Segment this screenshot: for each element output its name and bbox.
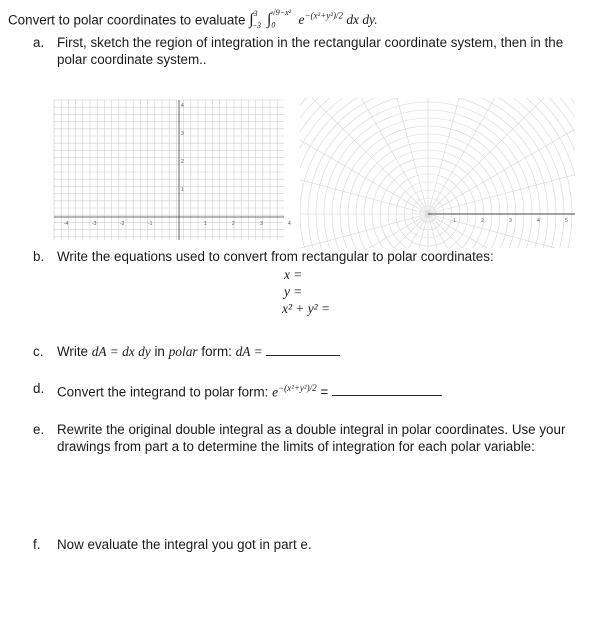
rectangular-grid — [54, 100, 291, 240]
rect-x-tick-label: -1 — [148, 221, 153, 227]
polar-r-tick-label: 1 — [453, 218, 456, 224]
equation-x: x = — [284, 267, 303, 282]
part-b-text: Write the equations used to convert from rectangular to polar coordinates: — [57, 249, 494, 264]
part-c-in: in — [150, 344, 169, 359]
part-c-label: c. — [33, 344, 44, 359]
part-a-label: a. — [33, 35, 45, 50]
equation-y: y = — [284, 284, 303, 299]
rect-x-tick-label: 4 — [288, 221, 291, 227]
polar-ray — [318, 214, 428, 405]
polar-ray — [428, 104, 600, 214]
polar-ray — [428, 58, 584, 214]
rect-x-tick-label: -3 — [92, 221, 97, 227]
answer-blank-c[interactable] — [266, 343, 340, 356]
part-b-label: b. — [33, 249, 45, 264]
rect-x-tick-label: 2 — [232, 221, 235, 227]
polar-ray — [428, 214, 600, 324]
integrand-exponent: −(x²+y²)/2 — [304, 11, 343, 21]
part-c-form: form: — [197, 344, 236, 359]
inner-lower-limit: 0 — [271, 21, 276, 31]
part-e-text: Rewrite the original double integral as a double integral in polar coordinates. Use your drawings from part a to determine the limits of integration for each polar variable: — [57, 422, 566, 454]
part-c-dxdy: dx dy — [122, 344, 151, 359]
part-d-text — [57, 380, 442, 400]
rect-x-tick-label: 3 — [260, 221, 263, 227]
polar-ray — [428, 214, 584, 370]
part-d-e: e — [272, 384, 279, 400]
integrand-base: e — [298, 12, 305, 28]
part-d-label: d. — [33, 381, 45, 396]
part-d-prompt: Convert the integrand to polar form: — [57, 384, 273, 400]
part-c-dA2: dA — [235, 344, 251, 359]
polar-ray — [428, 157, 600, 214]
outer-upper-limit: 3 — [253, 9, 258, 18]
polar-r-tick-label: 3 — [509, 218, 512, 224]
part-a-text: First, sketch the region of integration in the rectangular coordinate system, then in the polar coordinate system.. — [57, 35, 564, 67]
polar-ray — [428, 214, 538, 405]
part-c-prefix: Write — [57, 344, 92, 359]
equation-x2y2: x² + y² = — [282, 301, 331, 316]
rect-grid-lines — [54, 100, 284, 240]
rect-y-tick-label: 1 — [181, 187, 184, 193]
polar-r-tick-label: 2 — [481, 218, 484, 224]
problem-statement — [8, 8, 378, 31]
part-c-polar: polar — [168, 344, 198, 359]
rect-y-tick-label: 2 — [181, 159, 184, 165]
part-d-eq: = — [316, 384, 329, 400]
answer-blank-d[interactable] — [332, 383, 442, 396]
part-f-label: f. — [33, 537, 41, 552]
part-d-exponent: −(x²+y²)/2 — [278, 383, 317, 393]
part-f-text: Now evaluate the integral you got in part e. — [57, 537, 312, 552]
part-c-text — [57, 343, 340, 360]
polar-r-tick-label: 4 — [537, 218, 540, 224]
part-e-label: e. — [33, 422, 45, 437]
polar-r-tick-label: 5 — [565, 218, 568, 224]
rect-x-tick-label: -4 — [64, 221, 69, 227]
rect-y-tick-label: 3 — [181, 131, 184, 137]
part-c-equals: = — [106, 344, 123, 359]
outer-lower-limit: −3 — [251, 21, 261, 31]
integral-expression: ∫$^3_{-3}$ $\int_0^{√9-x^2}$ $e^{-(x^2+y^2)/2}$ dx dy. — [249, 8, 378, 31]
polar-ray — [272, 58, 428, 214]
inner-upper-limit: √9−x² — [271, 8, 292, 17]
intro-lead: Convert to polar coordinates to evaluate — [8, 12, 250, 28]
differential: dx dy. — [346, 12, 378, 28]
rect-x-tick-label: -2 — [120, 221, 125, 227]
part-c-eq: = — [250, 344, 263, 359]
part-c-dA: dA — [91, 344, 107, 359]
rect-x-tick-label: 1 — [204, 221, 207, 227]
rect-y-tick-label: 4 — [181, 103, 184, 109]
polar-grid — [300, 98, 575, 248]
